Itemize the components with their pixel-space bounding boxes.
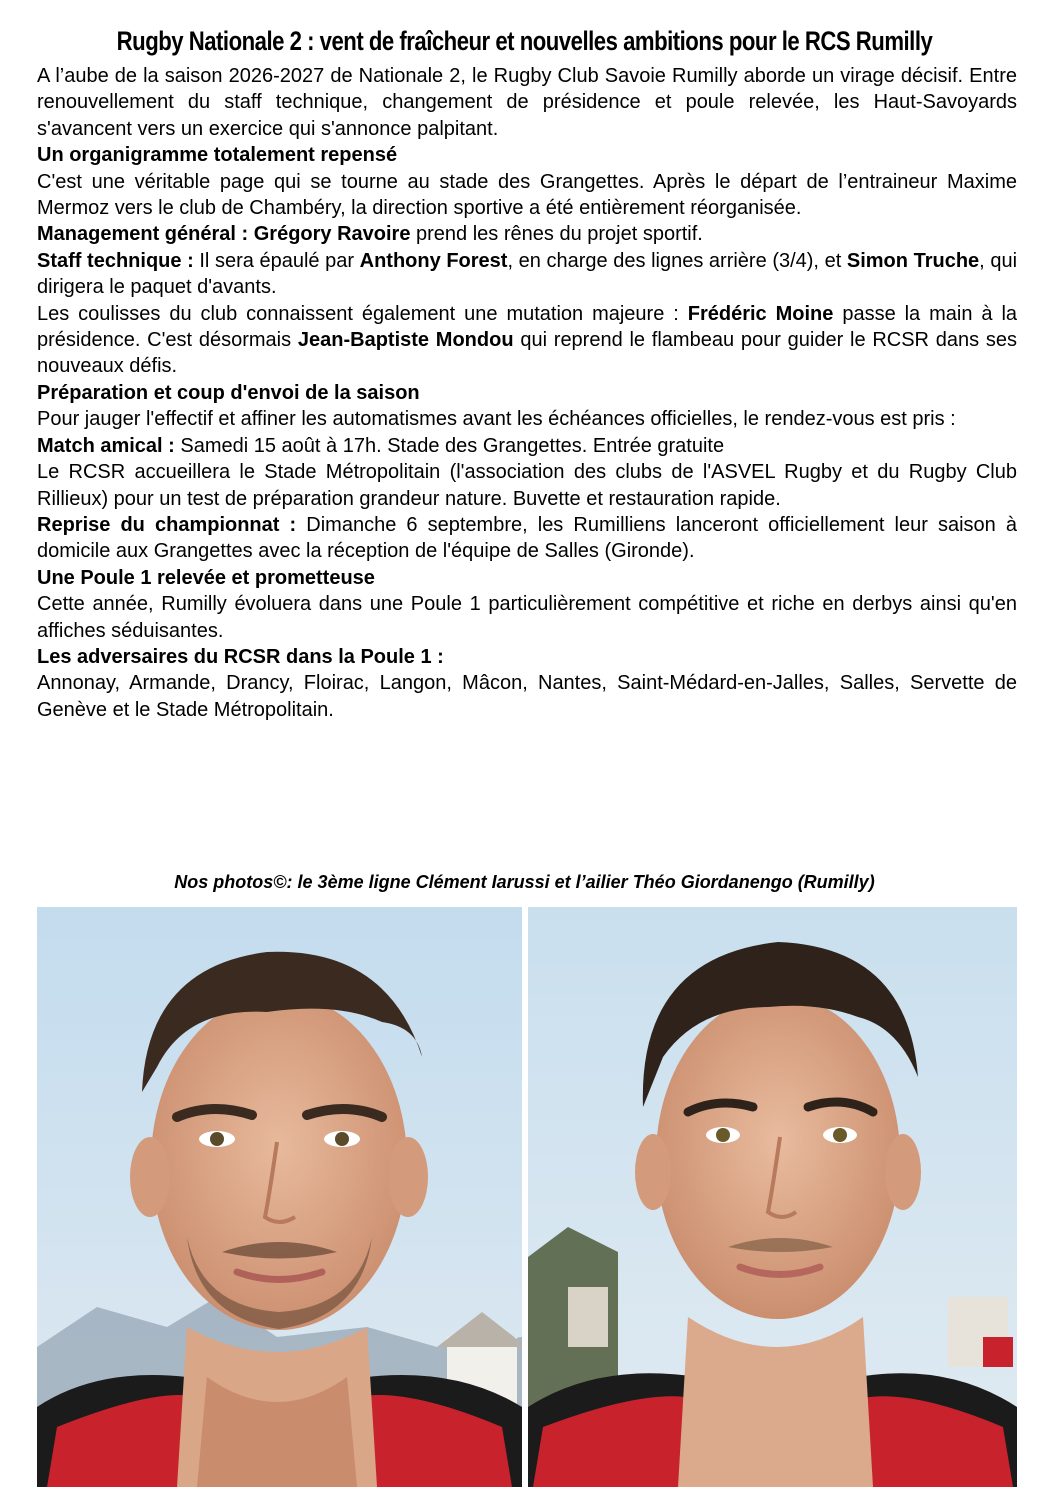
photo-player-right xyxy=(528,907,1017,1487)
staff-paragraph xyxy=(37,248,1017,301)
photo-player-left xyxy=(37,907,522,1487)
opponents-list: Annonay, Armande, Drancy, Floirac, Langon, Mâcon, Nantes, Saint-Médard-en-Jalles, Salles, Servette de Genève et le Stade Métropolitain. xyxy=(37,672,1017,721)
staff-name-2: Simon Truche xyxy=(846,249,980,272)
portrait-illustration-left xyxy=(37,907,522,1487)
staff-text-2: , en charge des lignes arrière (3/4), et xyxy=(507,249,847,272)
article-body xyxy=(37,63,1017,723)
presidency-name-2: Jean-Baptiste Mondou xyxy=(297,329,514,352)
staff-text-3: , qui dirigera le paquet d'avants. xyxy=(37,249,1018,299)
section-heading-organigramme: Un organigramme totalement repensé xyxy=(37,144,398,167)
organigramme-paragraph: C'est une véritable page qui se tourne au stade des Grangettes. Après le départ de l’entraineur Maxime Mermoz vers le club de Chambéry, la direction sportive a été entièrement réorganisée. xyxy=(37,170,1017,220)
presidency-text-1: Les coulisses du club connaissent également une mutation majeure : xyxy=(37,302,688,325)
management-paragraph xyxy=(37,221,1017,247)
section-heading-preparation: Préparation et coup d'envoi de la saison xyxy=(37,381,420,404)
management-label: Management général : xyxy=(37,223,249,246)
article-title: Rugby Nationale 2 : vent de fraîcheur et nouvelles ambitions pour le RCS Rumilly xyxy=(116,26,933,56)
presidency-paragraph xyxy=(37,301,1017,380)
match-text: Samedi 15 août à 17h. Stade des Grangettes. Entrée gratuite xyxy=(174,434,725,457)
staff-text-1: Il sera épaulé par xyxy=(193,249,360,272)
match-label: Match amical : xyxy=(37,434,175,457)
staff-name-1: Anthony Forest xyxy=(359,249,508,272)
reprise-paragraph xyxy=(37,512,1017,565)
preparation-paragraph: Pour jauger l'effectif et affiner les automatismes avant les échéances officielles, le rendez-vous est pris : xyxy=(37,408,956,431)
opponents-heading: Les adversaires du RCSR dans la Poule 1 : xyxy=(37,645,444,668)
poule-paragraph: Cette année, Rumilly évoluera dans une Poule 1 particulièrement compétitive et riche en derbys ainsi qu'en affiches séduisantes. xyxy=(37,593,1017,642)
staff-label: Staff technique : xyxy=(37,249,194,272)
presidency-name-1: Frédéric Moine xyxy=(687,302,834,325)
intro-paragraph: A l’aube de la saison 2026-2027 de Nationale 2, le Rugby Club Savoie Rumilly aborde un virage décisif. Entre renouvellement du staff technique, changement de présidence et poule relevée, les Haut-Savoyards s'avancent vers un exercice qui s'annonce palpitant. xyxy=(37,65,1017,140)
portrait-illustration-right xyxy=(528,907,1017,1487)
management-rest: prend les rênes du projet sportif. xyxy=(410,223,703,246)
presidency-text-3: qui reprend le flambeau pour guider le RCSR dans ses nouveaux défis. xyxy=(37,329,1018,378)
presidency-text-2: passe la main à la présidence. C'est désormais xyxy=(37,302,1018,352)
management-name: Grégory Ravoire xyxy=(253,223,411,246)
reprise-text: Dimanche 6 septembre, les Rumilliens lanceront officiellement leur saison à domicile aux Grangettes avec la réception de l'équipe de Salles (Gironde). xyxy=(37,513,1017,563)
match-paragraph xyxy=(37,433,1017,459)
section-heading-poule: Une Poule 1 relevée et prometteuse xyxy=(37,566,375,589)
reprise-label: Reprise du championnat : xyxy=(37,513,297,536)
match-detail-paragraph: Le RCSR accueillera le Stade Métropolitain (l'association des clubs de l'ASVEL Rugby et du Rugby Club Rillieux) pour un test de préparation grandeur nature. Buvette et restauration rapide. xyxy=(37,461,1017,510)
photo-caption: Nos photos©: le 3ème ligne Clément Iarussi et l’ailier Théo Giordanengo (Rumilly) xyxy=(174,872,875,892)
